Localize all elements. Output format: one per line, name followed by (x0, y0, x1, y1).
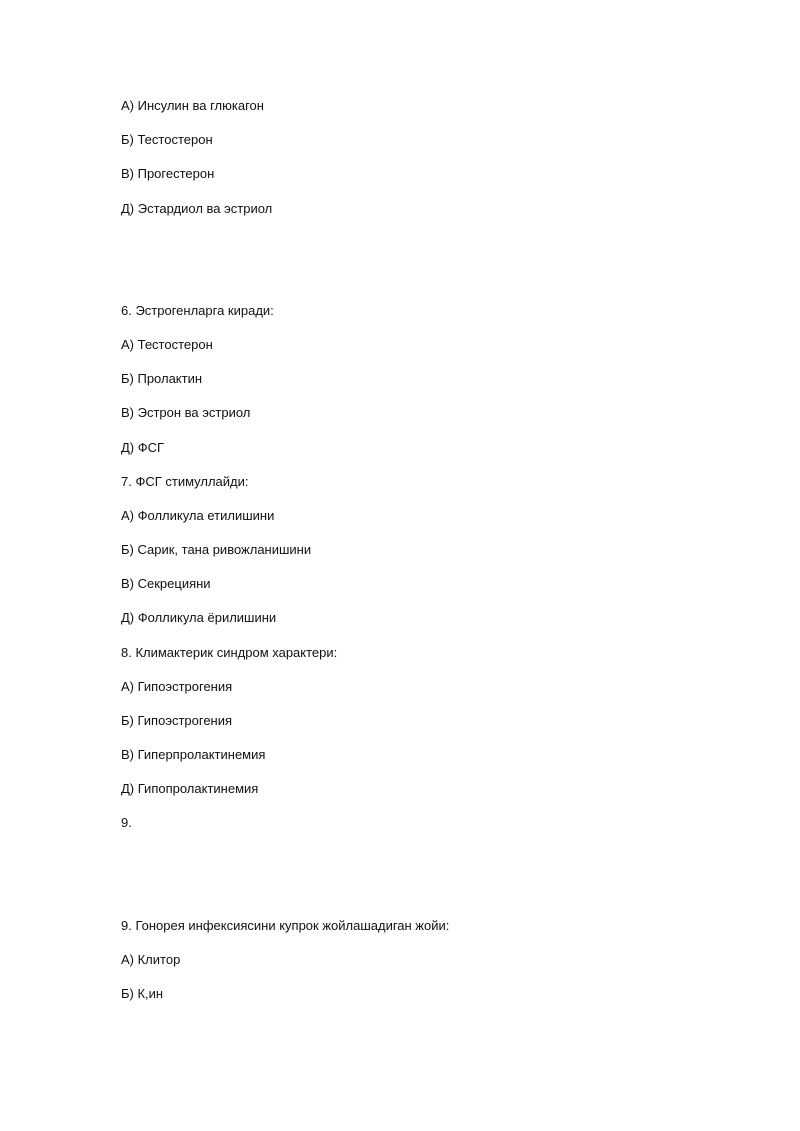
question-line: 9. Гонорея инфексиясини купрок жойлашадиган жойи: (121, 918, 450, 933)
answer-line: А) Фолликула етилишини (121, 508, 275, 523)
answer-line: Д) Фолликула ёрилишини (121, 610, 277, 625)
answer-line: А) Инсулин ва глюкагон (121, 98, 264, 113)
question-line: 6. Эстрогенларга киради: (121, 303, 274, 318)
answer-line: Д) ФСГ (121, 440, 165, 455)
answer-line: В) Прогестерон (121, 166, 215, 181)
answer-line: В) Секрецияни (121, 576, 211, 591)
answer-line: Д) Эстардиол ва эстриол (121, 201, 273, 216)
answer-line: Б) К,ин (121, 986, 164, 1001)
answer-line: А) Клитор (121, 952, 181, 967)
answer-line: А) Гипоэстрогения (121, 679, 233, 694)
answer-line: В) Эстрон ва эстриол (121, 405, 251, 420)
answer-line: В) Гиперпролактинемия (121, 747, 266, 762)
answer-line: Д) Гипопролактинемия (121, 781, 259, 796)
question-line: 8. Климактерик синдром характери: (121, 645, 338, 660)
answer-line: А) Тестостерон (121, 337, 213, 352)
answer-line: Б) Пролактин (121, 371, 203, 386)
answer-line: Б) Сарик, тана ривожланишини (121, 542, 312, 557)
answer-line: Б) Тестостерон (121, 132, 213, 147)
answer-line: Б) Гипоэстрогения (121, 713, 233, 728)
question-line: 7. ФСГ стимуллайди: (121, 474, 249, 489)
question-number: 9. (121, 815, 132, 830)
